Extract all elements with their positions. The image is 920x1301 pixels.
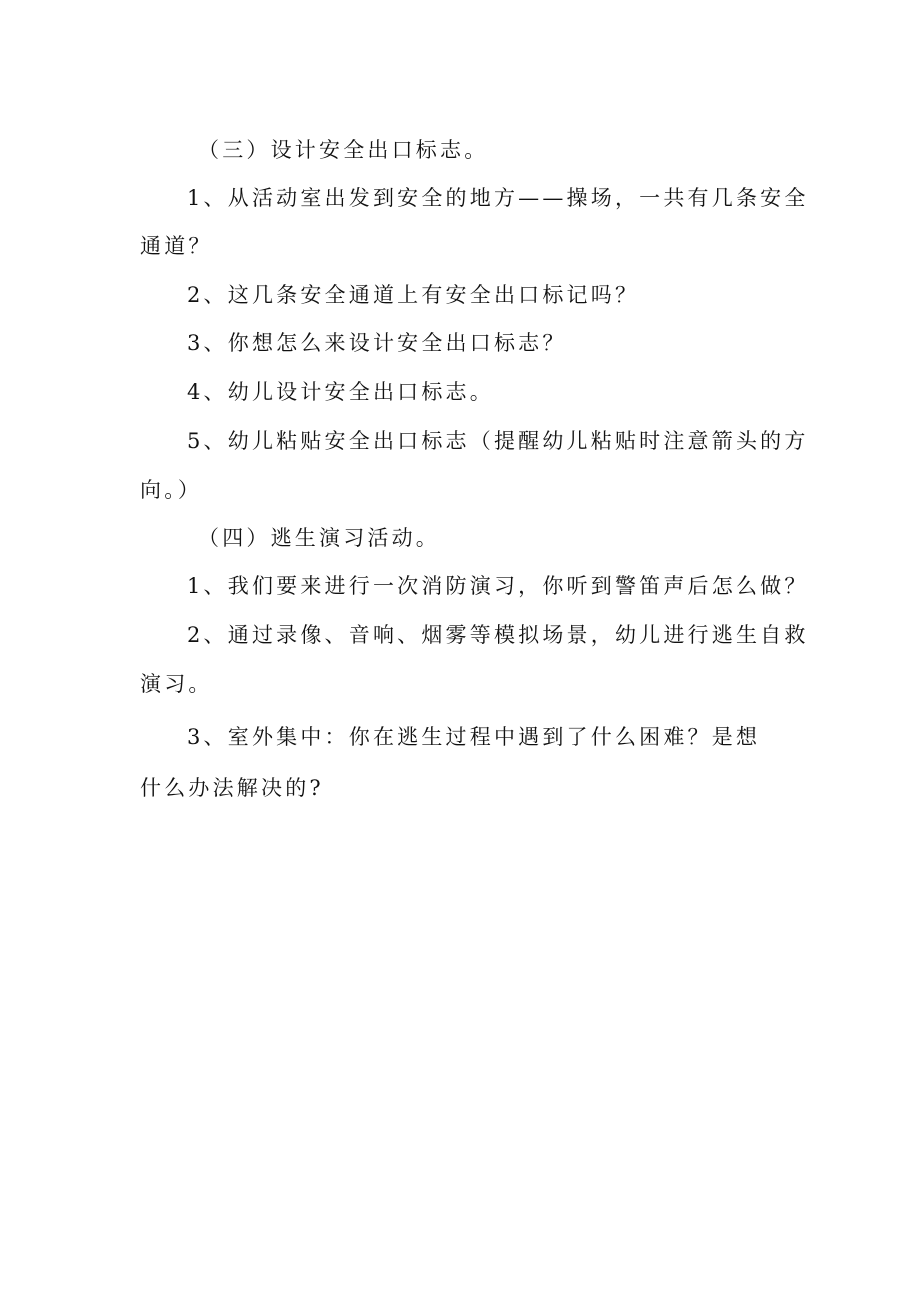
section3-item3: 3、你想怎么来设计安全出口标志？ — [187, 331, 567, 355]
section4-item3-line1: 3、室外集中：你在逃生过程中遇到了什么困难？是想 — [187, 725, 761, 749]
section4-item1: 1、我们要来进行一次消防演习，你听到警笛声后怎么做？ — [187, 574, 809, 598]
section4-heading: （四）逃生演习活动。 — [198, 526, 440, 550]
section4-item3-line2: 什么办法解决的? — [140, 776, 324, 800]
section3-item1-line2: 通道？ — [140, 234, 213, 258]
section3-item1-line1: 1、从活动室出发到安全的地方——操场，一共有几条安全 — [187, 186, 809, 210]
section3-heading: （三）设计安全出口标志。 — [198, 138, 489, 162]
section3-item4: 4、幼儿设计安全出口标志。 — [187, 380, 494, 404]
section4-item2-line1: 2、通过录像、音响、烟雾等模拟场景，幼儿进行逃生自救 — [187, 623, 809, 647]
section3-item2: 2、这几条安全通道上有安全出口标记吗？ — [187, 283, 640, 307]
section3-item5-line1: 5、幼儿粘贴安全出口标志（提醒幼儿粘贴时注意箭头的方 — [187, 429, 809, 453]
section3-item5-line2: 向。） — [140, 478, 203, 502]
section4-item2-line2: 演习。 — [140, 672, 213, 696]
